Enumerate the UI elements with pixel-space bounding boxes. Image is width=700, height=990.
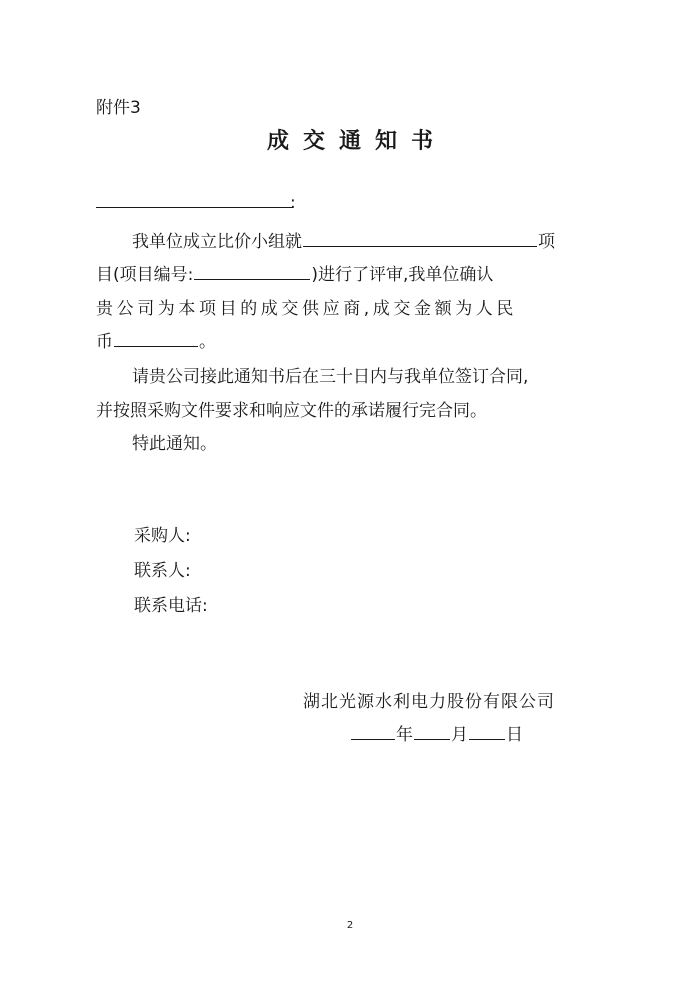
para1-lead: 我单位成立比价小组就 — [132, 232, 302, 252]
para1-currency: 币 — [96, 332, 113, 352]
month-label: 月 — [451, 725, 468, 745]
paragraph-2-line-1: 请贵公司接此通知书后在三十日内与我单位签订合同, — [132, 367, 529, 387]
paragraph-2-line-2: 并按照采购文件要求和响应文件的承诺履行完合同。 — [96, 401, 487, 421]
company-name: 湖北光源水利电力股份有限公司 — [303, 692, 555, 712]
paragraph-1-line-3: 贵公司为本项目的成交供应商,成交金额为人民 — [96, 299, 518, 319]
year-blank[interactable] — [351, 738, 395, 740]
recipient-colon: : — [290, 193, 296, 213]
day-label: 日 — [506, 725, 523, 745]
amount-blank[interactable] — [114, 345, 198, 347]
contact-label: 联系人: — [134, 561, 191, 581]
paragraph-1-line-4 — [96, 327, 584, 352]
para1-item-end: 项 — [538, 232, 555, 252]
paragraph-3: 特此通知。 — [132, 434, 217, 454]
recipient-blank[interactable] — [96, 206, 292, 208]
para1-after-code: )进行了评审,我单位确认 — [311, 265, 494, 285]
year-label: 年 — [396, 725, 413, 745]
phone-label: 联系电话: — [134, 596, 208, 616]
date-line — [350, 720, 523, 745]
day-blank[interactable] — [469, 738, 505, 740]
month-blank[interactable] — [414, 738, 450, 740]
para1-period: 。 — [199, 332, 216, 352]
project-name-blank[interactable] — [303, 245, 537, 247]
para1-item-start: 目(项目编号: — [96, 265, 194, 285]
project-code-blank[interactable] — [194, 278, 310, 280]
purchaser-label: 采购人: — [134, 526, 191, 546]
paragraph-1-line-2 — [96, 260, 584, 285]
page-number: 2 — [346, 920, 354, 931]
attachment-label: 附件3 — [96, 98, 141, 118]
document-title: 成交通知书 — [266, 128, 447, 154]
para1-line2-left — [96, 260, 493, 285]
paragraph-1-line-1 — [96, 227, 584, 252]
